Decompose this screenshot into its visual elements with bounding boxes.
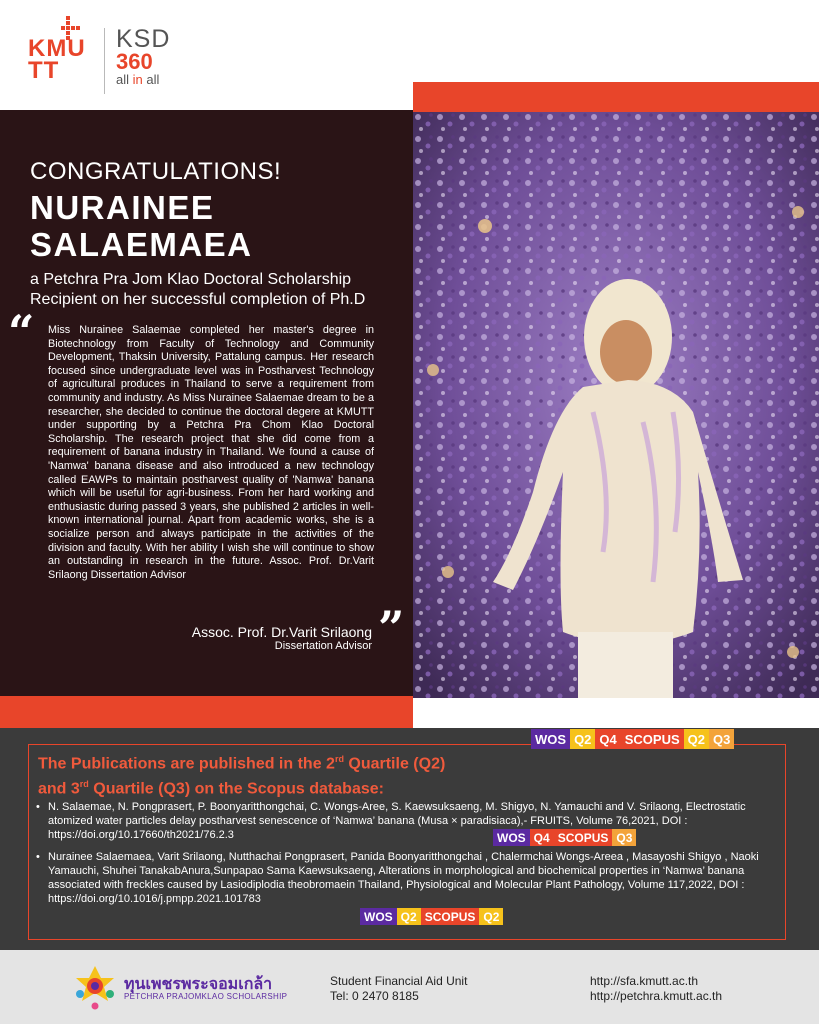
q3-badge: Q3 [612,829,636,846]
q4-badge: Q4 [530,829,554,846]
quote-open-icon: “ [8,305,35,359]
congrats-heading: CONGRATULATIONS! [30,158,282,185]
advisor-name: Assoc. Prof. Dr.Varit Srilaong [191,624,372,640]
q2-badge: Q2 [479,908,503,925]
wos-badge: WOS [360,908,397,925]
scopus-badge: SCOPUS [554,829,613,846]
footer-links [590,974,722,1004]
publication-list [36,800,776,914]
petchra-logo-icon [72,964,118,1010]
red-accent-bar-bottom [0,696,413,728]
q4-badge: Q4 [595,729,620,749]
recipient-photo [413,112,819,698]
flower-wall-photo [413,112,819,698]
q2-badge: Q2 [397,908,421,925]
advisor-role: Dissertation Advisor [274,640,372,652]
publication-2-badges [360,908,503,925]
publication-item: • Nurainee Salaemaea, Varit Srilaong, Nutthachai Pongprasert, Panida Boonyaritthongchai , Chalermchai Wongs-Areea , Masayoshi Shigyo , Naoki Yamauchi, Shuhei TanakabAnura,Sunpapao Sama Kaewsuksaeng, Alterations in morphological and biochemical properties in ‘Namwa’ banana associated with freckles caused by Lasiodiplodia theobromaein Thailand, Physiological and Molecular Plant Pathology, Volume 117,2022, DOI : https://doi.org/10.1016/j.pmpp.2021.101783 [36,850,776,906]
top-ranking-badges [531,729,734,749]
kmutt-wordmark: KMUTT [28,38,86,84]
ksd-tagline: all in all [116,72,160,87]
petchra-link[interactable]: http://petchra.kmutt.ac.th [590,989,723,1003]
scholarship-name-english: PETCHRA PRAJOMKLAO SCHOLARSHIP [124,992,288,1001]
red-accent-bar-top [413,82,819,112]
scopus-badge: SCOPUS [421,908,480,925]
publication-1-badges [493,829,636,846]
ksd-title: KSD [116,25,171,53]
wos-badge: WOS [493,829,530,846]
ksd-number: 360 [116,49,153,74]
wos-badge: WOS [531,729,570,749]
recipient-name: NURAINEE SALAEMAEA [30,189,253,263]
publications-heading: The Publications are published in the 2rd Quartile (Q2) and 3rd Quartile (Q3) on the Scopus database: [38,754,446,798]
q2-badge: Q2 [684,729,709,749]
q3-badge: Q3 [709,729,734,749]
recipient-subtitle: a Petchra Pra Jom Klao Doctoral Scholarship Recipient on her successful completion of Ph.D [30,271,366,308]
scholarship-name-thai: ทุนเพชรพระจอมเกล้า [124,976,273,993]
q2-badge: Q2 [570,729,595,749]
publication-item: • N. Salaemae, N. Pongprasert, P. Boonyaritthongchai, C. Wongs-Aree, S. Kaewsuksaeng, M. Shigyo, N. Yamauchi and V. Srilaong, Electrostatic atomized water particles delay postharvest senescence of ‘Namwa’ banana (Musa × paradisiaca),- FRUITS, Volume 76,2021, DOI : https://doi.org/10.17660/th2021/76.2.3 [36,800,776,842]
ksd-logo [116,26,170,88]
scopus-badge: SCOPUS [621,729,684,749]
quote-close-icon: ” [378,601,405,655]
logo-divider [104,28,105,94]
testimonial-text: Miss Nurainee Salaemae completed her master's degree in Biotechnology from Faculty of Technology and Community Development, Thaksin University, Pattalung campus. Her research focused since undergraduate level was in Postharvest Technology of agricultural produces in Thailand to serve a requirement from community and industry. As Miss Nurainee Salaemae dream to be a researcher, she decided to continue the doctoral degere at KMUTT under supporting by a Petchra Pra Chom Klao Doctoral Scholarship. The research project that she did come from a requirement of banana industry in Thailand. We found a cause of 'Namwa' banana disease and also introduced a new technology called EAWPs to maintain postharvest quality of 'Namwa' banana which will be useful for agri-business. From her hard working and enthusiastic during passed 3 years, she published 2 articles in well-known international journal. Apart from academic works, she is a socialize person and always participate in the activities of the division and faculty. With her ability I wish she will continue to show an outstanding in research in the future. Assoc. Prof. Dr.Varit Srilaong Dissertation Advisor [48,324,374,581]
sfa-link[interactable]: http://sfa.kmutt.ac.th [590,974,699,988]
footer-contact: Student Financial Aid Unit Tel: 0 2470 8185 [330,974,468,1003]
